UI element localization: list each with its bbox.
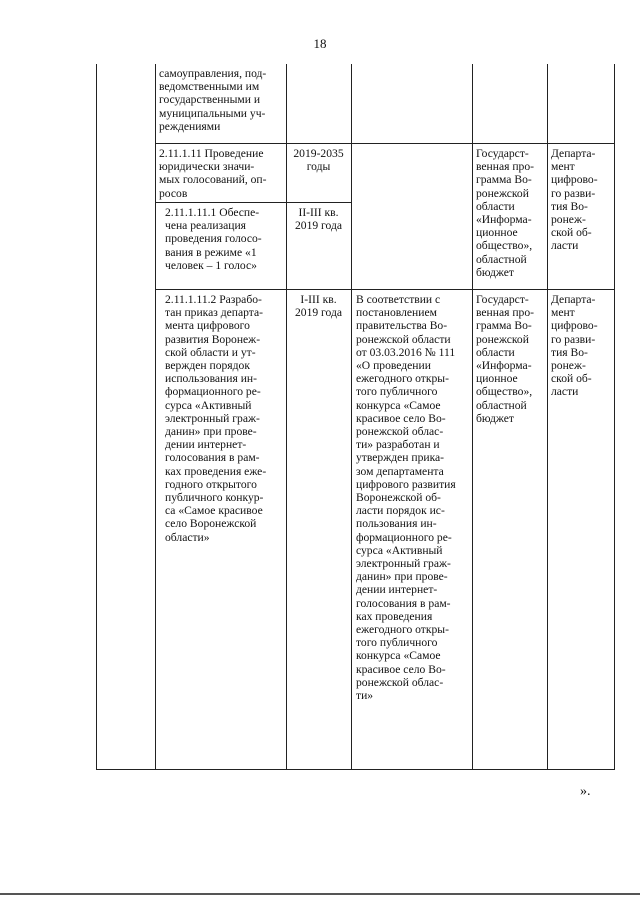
column-divider-2 (286, 64, 287, 770)
cell-line: области» (165, 530, 210, 544)
cell-line: «Информа- (476, 359, 532, 373)
column-divider-3 (351, 64, 352, 770)
column-divider-4 (472, 64, 473, 770)
cell-line: ронеж- (551, 359, 586, 373)
cell-line: ти» разработан и (356, 438, 440, 452)
cell-line: пользования ин- (356, 517, 437, 531)
cell-line: бюджет (476, 265, 514, 279)
cell-line: венная про- (476, 306, 534, 320)
cell-line: конкурса «Самое (356, 649, 441, 663)
cell-line: формационного ре- (165, 385, 261, 399)
cell-line: Департа- (551, 293, 596, 306)
cell-line: 2019 года (294, 306, 343, 320)
cell-line: 2.11.1.11.1 Обеспе- (165, 206, 260, 219)
cell-line: электронный граж- (356, 557, 451, 571)
cell-line: 2.11.1.11.2 Разрабо- (165, 293, 262, 306)
cell-line: ласти (551, 239, 579, 253)
cell-line: тан приказ департа- (165, 306, 263, 320)
cell-line: утвержден прика- (356, 451, 445, 465)
cell-line: конкурса «Самое (356, 398, 441, 412)
cell-line: постановлением (356, 306, 437, 320)
cell-line: сурса «Активный (165, 398, 252, 412)
cell-line: Государст- (476, 293, 529, 306)
row4-cell-result (356, 293, 469, 702)
cell-line: того публичного (356, 385, 438, 399)
cell-line: мент (551, 160, 575, 174)
cell-line: области (476, 199, 515, 213)
cell-line: мых голосований, оп- (159, 173, 267, 187)
cell-line: ти» (356, 689, 374, 703)
cell-line: тия Во- (551, 345, 588, 359)
cell-line: село Воронежской (165, 517, 257, 531)
cell-line: I-III кв. (300, 293, 337, 306)
cell-line: того публичного (356, 636, 438, 650)
cell-line: от 03.03.2016 № 111 (356, 345, 456, 359)
cell-line: ежегодного откры- (356, 623, 449, 637)
cell-line: цифрово- (551, 319, 598, 333)
row2-cell-funding (476, 147, 545, 279)
cell-line: ской области и ут- (165, 345, 256, 359)
cell-line: Государст- (476, 147, 529, 160)
row4-cell-funding (476, 293, 545, 425)
cell-line: грамма Во- (476, 319, 532, 333)
column-divider-1 (155, 64, 156, 770)
row-divider (155, 289, 614, 290)
cell-line: годы (306, 160, 331, 174)
cell-line: использования ин- (165, 372, 257, 386)
column-divider-5 (547, 64, 548, 770)
cell-line: голосования в рам- (356, 596, 451, 610)
row-divider (155, 202, 351, 203)
table-border-bottom (96, 769, 614, 770)
cell-line: ласти порядок ис- (356, 504, 445, 518)
row3-cell-period (289, 206, 348, 232)
cell-line: венная про- (476, 160, 534, 174)
cell-line: ционное (476, 226, 518, 240)
cell-line: публичного конкур- (165, 491, 264, 505)
cell-line: человек – 1 голос» (165, 258, 257, 272)
cell-line: областной (476, 398, 527, 412)
cell-line: го разви- (551, 186, 596, 200)
cell-line: данин» при прове- (165, 425, 257, 439)
cell-line: ской об- (551, 226, 592, 240)
row2-cell-measure (159, 147, 283, 200)
cell-line: вержден порядок (165, 359, 250, 373)
cell-line: цифрово- (551, 173, 598, 187)
cell-line: «О проведении (356, 359, 431, 373)
table-border-left (96, 64, 97, 770)
row4-cell-period (289, 293, 348, 319)
cell-line: чена реализация (165, 219, 247, 233)
cell-line: 2019 года (294, 219, 343, 233)
row3-cell-measure (165, 206, 283, 272)
cell-line: мент (551, 306, 575, 320)
cell-line: областной (476, 252, 527, 266)
cell-line: красивое село Во- (356, 411, 446, 425)
cell-line: тия Во- (551, 199, 588, 213)
cell-line: государственными и (159, 93, 261, 107)
cell-line: Департа- (551, 147, 596, 160)
cell-line: общество», (476, 385, 533, 399)
cell-line: са «Самое красивое (165, 504, 263, 518)
cell-line: ронежской (476, 332, 529, 346)
cell-line: го разви- (551, 332, 596, 346)
cell-line: голосования в рам- (165, 451, 260, 465)
cell-line: ронежской облас- (356, 425, 444, 439)
cell-line: правительства Во- (356, 319, 448, 333)
cell-line: бюджет (476, 411, 514, 425)
closing-quote-mark: ». (580, 784, 591, 799)
cell-line: реждениями (159, 119, 221, 133)
cell-line: ронежской облас- (356, 675, 444, 689)
cell-line: ской об- (551, 372, 592, 386)
cell-line: данин» при прове- (356, 570, 448, 584)
cell-line: самоуправления, под- (159, 67, 267, 80)
cell-line: росов (159, 186, 188, 200)
cell-line: ронежской области (356, 332, 451, 346)
cell-line: В соответствии с (356, 293, 441, 306)
cell-line: II-III кв. (298, 206, 339, 219)
cell-line: развития Воронеж- (165, 332, 261, 346)
cell-line: проведения голосо- (165, 232, 262, 246)
cell-line: 2.11.1.11 Проведение (159, 147, 264, 160)
cell-line: зом департамента (356, 464, 444, 478)
cell-line: годного открытого (165, 477, 257, 491)
cell-line: ках проведения еже- (165, 464, 267, 478)
row2-cell-period (289, 147, 348, 173)
cell-line: вания в режиме «1 (165, 245, 257, 259)
cell-line: области (476, 345, 515, 359)
cell-line: общество», (476, 239, 533, 253)
cell-line: «Информа- (476, 213, 532, 227)
cell-line: грамма Во- (476, 173, 532, 187)
cell-line: мента цифрового (165, 319, 250, 333)
cell-line: ционное (476, 372, 518, 386)
cell-line: формационного ре- (356, 530, 452, 544)
page-number: 18 (313, 36, 327, 51)
cell-line: электронный граж- (165, 411, 260, 425)
cell-line: дении интернет- (356, 583, 438, 597)
cell-line: ведомственными им (159, 80, 260, 94)
cell-line: юридически значи- (159, 160, 255, 174)
row4-cell-responsible (551, 293, 612, 399)
cell-line: ронеж- (551, 213, 586, 227)
cell-line: ежегодного откры- (356, 372, 449, 386)
row-divider (155, 143, 614, 144)
cell-line: дении интернет- (165, 438, 247, 452)
cell-line: ронежской (476, 186, 529, 200)
cell-line: ках проведения (356, 609, 433, 623)
cell-line: сурса «Активный (356, 543, 443, 557)
row4-cell-measure (165, 293, 283, 544)
scan-bottom-edge (0, 893, 640, 895)
cell-line: красивое село Во- (356, 662, 446, 676)
row1-cell-measure (159, 67, 283, 133)
table-border-right (614, 64, 615, 770)
row2-cell-responsible (551, 147, 612, 253)
cell-line: Воронежской об- (356, 491, 441, 505)
cell-line: 2019-2035 (293, 147, 344, 160)
cell-line: цифрового развития (356, 477, 456, 491)
cell-line: ласти (551, 385, 579, 399)
cell-line: муниципальными уч- (159, 106, 266, 120)
